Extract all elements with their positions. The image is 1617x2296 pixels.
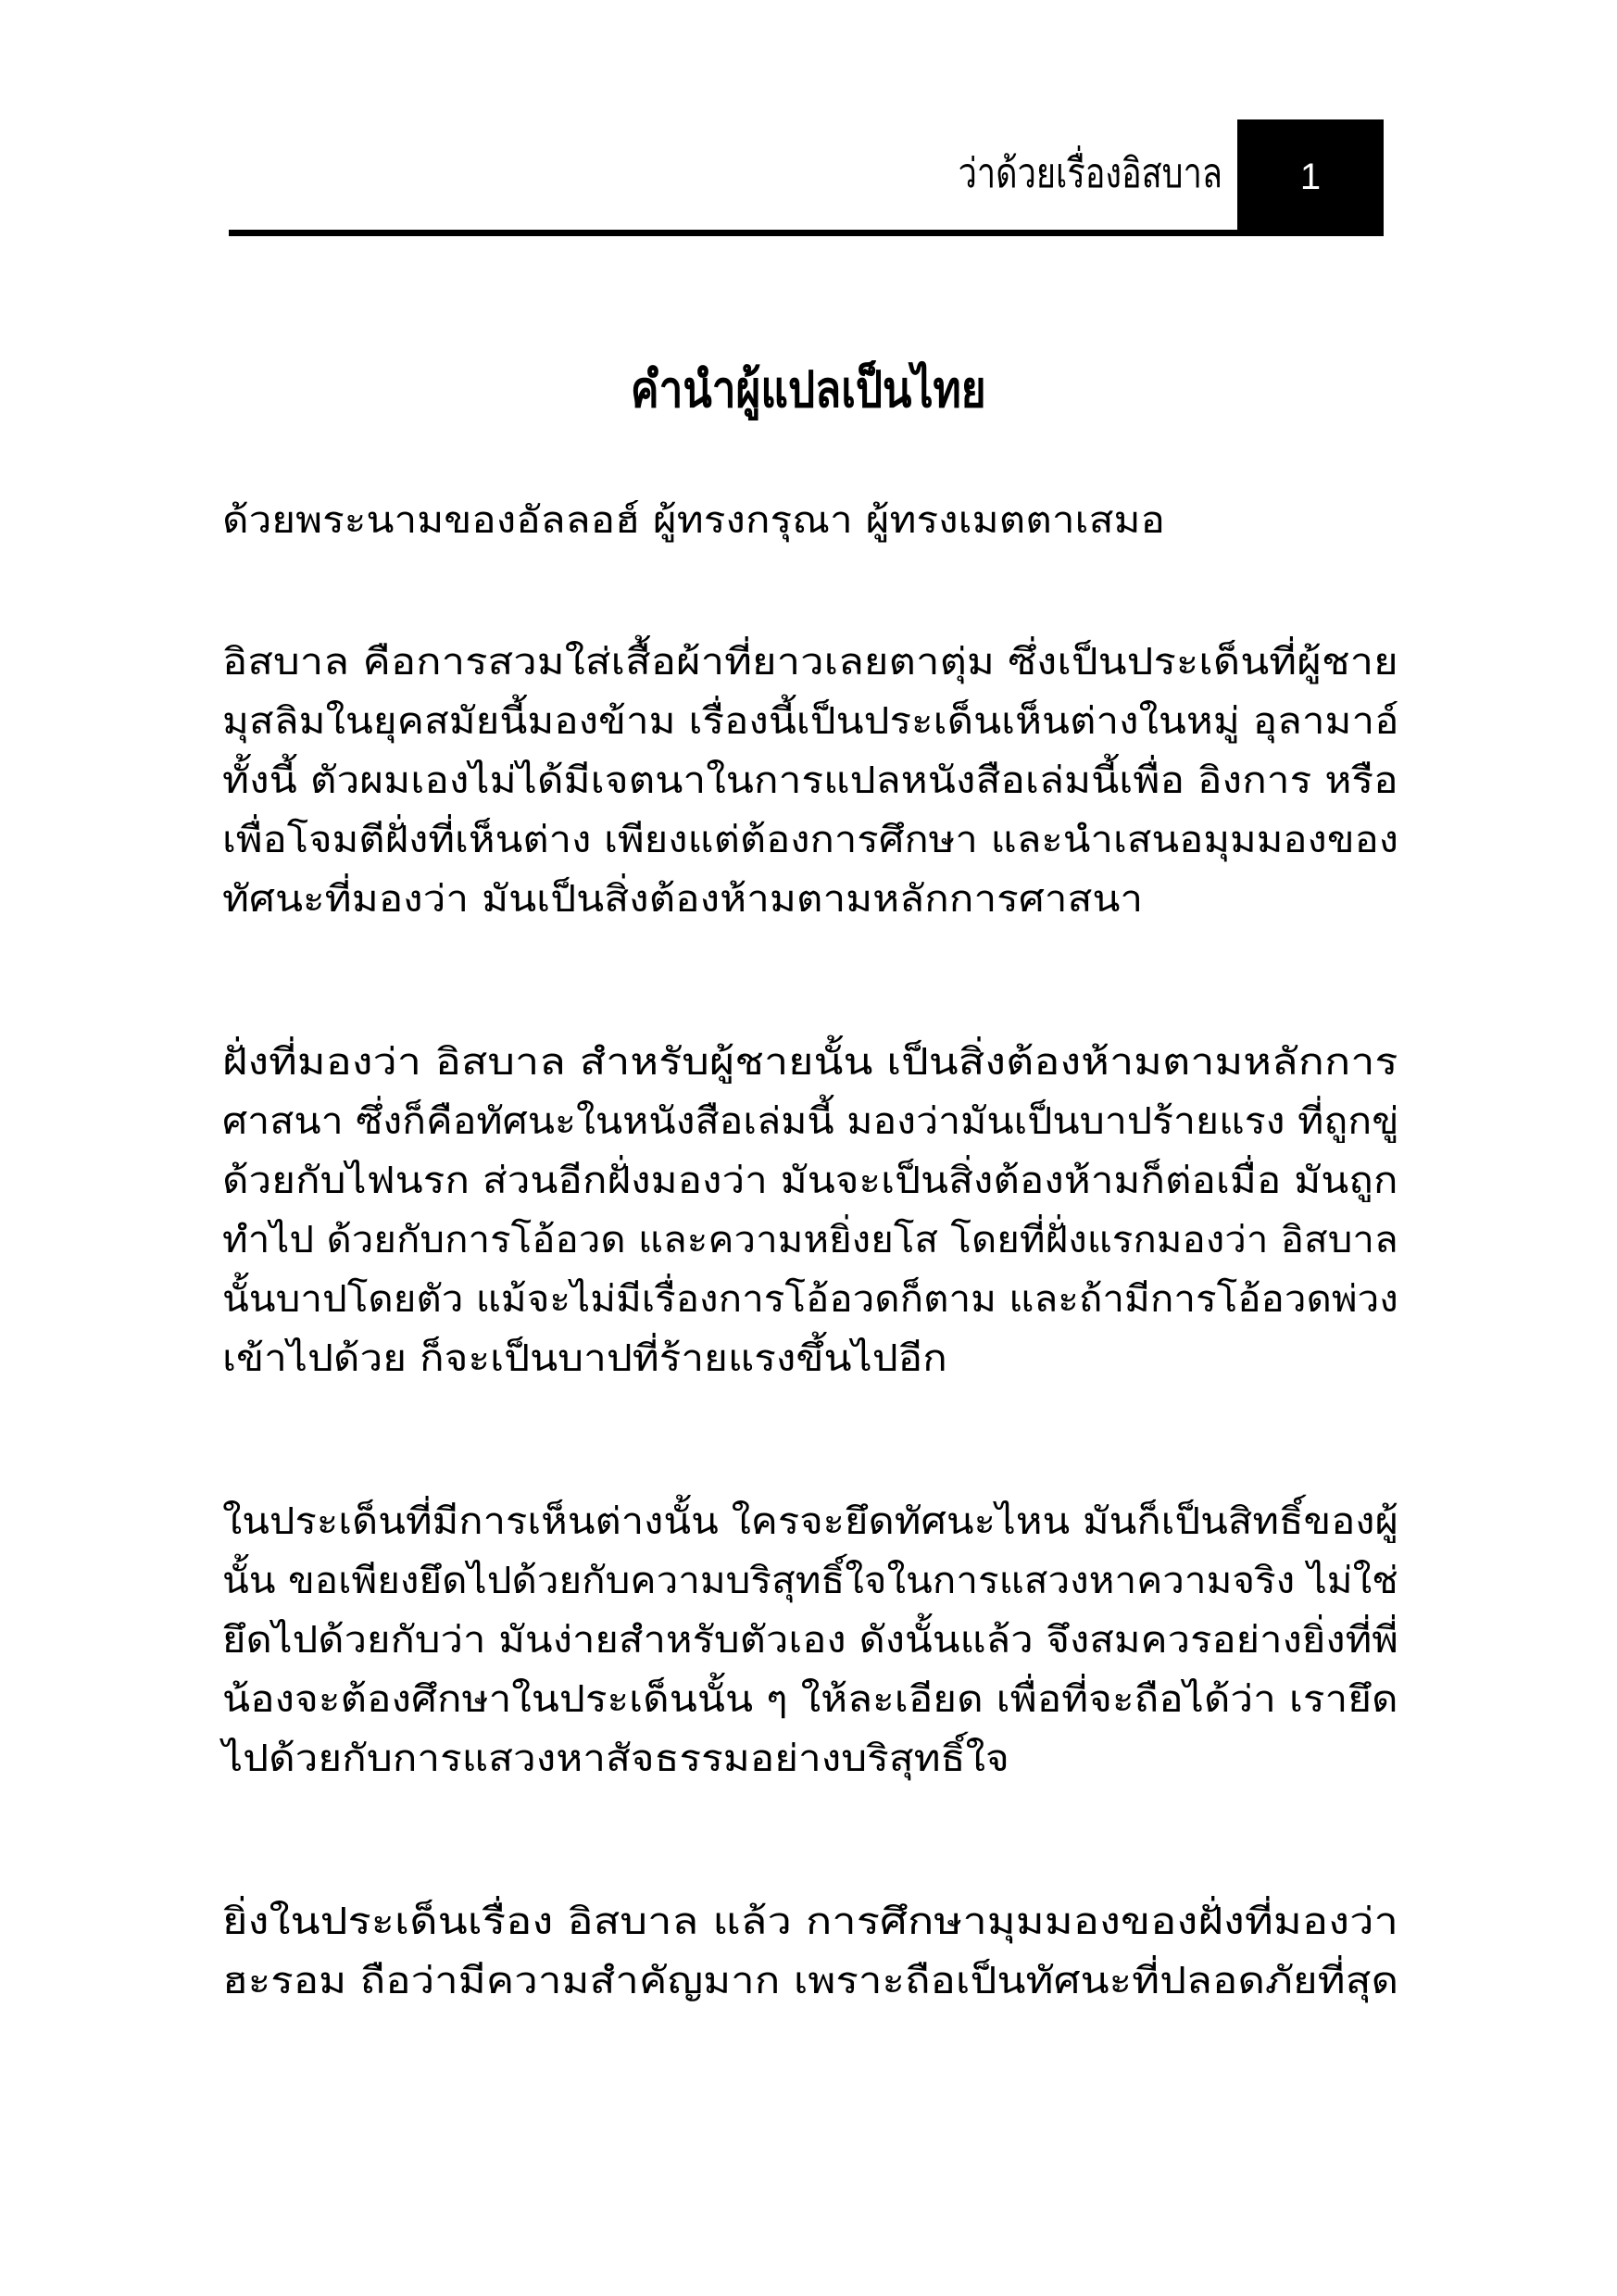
running-title: ว่าด้วยเรื่องอิสบาล [958,150,1222,197]
paragraph-3-line-3: ยึดไปด้วยกับว่า มันง่ายสำหรับตัวเอง ดังนั้นแล้ว จึงสมควรอย่างยิ่งที่พี่ [222,1619,1398,1662]
paragraph-2-line-1: ฝั่งที่มองว่า อิสบาล สำหรับผู้ชายนั้น เป็นสิ่งต้องห้ามตามหลักการ [222,1041,1398,1084]
paragraph-2-line-5: นั้นบาปโดยตัว แม้จะไม่มีเรื่องการโอ้อวดก็ตาม และถ้ามีการโอ้อวดพ่วง [222,1278,1398,1321]
page-title [0,353,1617,427]
paragraph-1-line-4: เพื่อโจมตีฝั่งที่เห็นต่าง เพียงแต่ต้องการศึกษา และนำเสนอมุมมองของ [222,819,1398,861]
paragraph-3-line-4: น้องจะต้องศึกษาในประเด็นนั้น ๆ ให้ละเอียด เพื่อที่จะถือได้ว่า เรายึด [222,1678,1398,1721]
page-number-box [1237,119,1384,235]
paragraph-3-line-2: นั้น ขอเพียงยึดไปด้วยกับความบริสุทธิ์ใจในการแสวงหาความจริง ไม่ใช่ [222,1560,1398,1602]
paragraph-1-line-5: ทัศนะที่มองว่า มันเป็นสิ่งต้องห้ามตามหลักการศาสนา [222,878,1144,921]
page-number: 1 [1299,157,1322,197]
paragraph-4-line-1: ยิ่งในประเด็นเรื่อง อิสบาล แล้ว การศึกษามุมมองของฝั่งที่มองว่า [222,1901,1398,1943]
page-title-text: คำนำผู้แปลเป็นไทย [631,360,986,420]
opening-line [222,491,1398,550]
paragraph-3-line-1: ในประเด็นที่มีการเห็นต่างนั้น ใครจะยึดทัศนะไหน มันก็เป็นสิทธิ์ของผู้ [222,1500,1398,1543]
paragraph-2-line-3: ด้วยกับไฟนรก ส่วนอีกฝั่งมองว่า มันจะเป็นสิ่งต้องห้ามก็ต่อเมื่อ มันถูก [222,1160,1398,1202]
paragraph-1-line-1: อิสบาล คือการสวมใส่เสื้อผ้าที่ยาวเลยตาตุ่ม ซึ่งเป็นประเด็นที่ผู้ชาย [222,641,1398,684]
opening-text: ด้วยพระนามของอัลลอฮ์ ผู้ทรงกรุณา ผู้ทรงเมตตาเสมอ [222,499,1165,542]
paragraph-2-line-6: เข้าไปด้วย ก็จะเป็นบาปที่ร้ายแรงขึ้นไปอีก [222,1337,947,1380]
paragraph-3-line-5: ไปด้วยกับการแสวงหาสัจธรรมอย่างบริสุทธิ์ใจ [222,1738,1009,1780]
paragraph-1-line-3: ทั้งนี้ ตัวผมเองไม่ได้มีเจตนาในการแปลหนังสือเล่มนี้เพื่อ อิงการ หรือ [222,759,1398,802]
paragraph-2-line-2: ศาสนา ซึ่งก็คือทัศนะในหนังสือเล่มนี้ มองว่ามันเป็นบาปร้ายแรง ที่ถูกขู่ [222,1100,1399,1143]
header-rule [229,230,1384,236]
paragraph-1-line-2: มุสลิมในยุคสมัยนี้มองข้าม เรื่องนี้เป็นประเด็นเห็นต่างในหมู่ อุลามาอ์ [222,700,1399,743]
paragraph-2-line-4: ทำไป ด้วยกับการโอ้อวด และความหยิ่งยโส โดยที่ฝั่งแรกมองว่า อิสบาล [222,1219,1398,1261]
paragraph-4-line-2: ฮะรอม ถือว่ามีความสำคัญมาก เพราะถือเป็นทัศนะที่ปลอดภัยที่สุด [222,1960,1399,2002]
